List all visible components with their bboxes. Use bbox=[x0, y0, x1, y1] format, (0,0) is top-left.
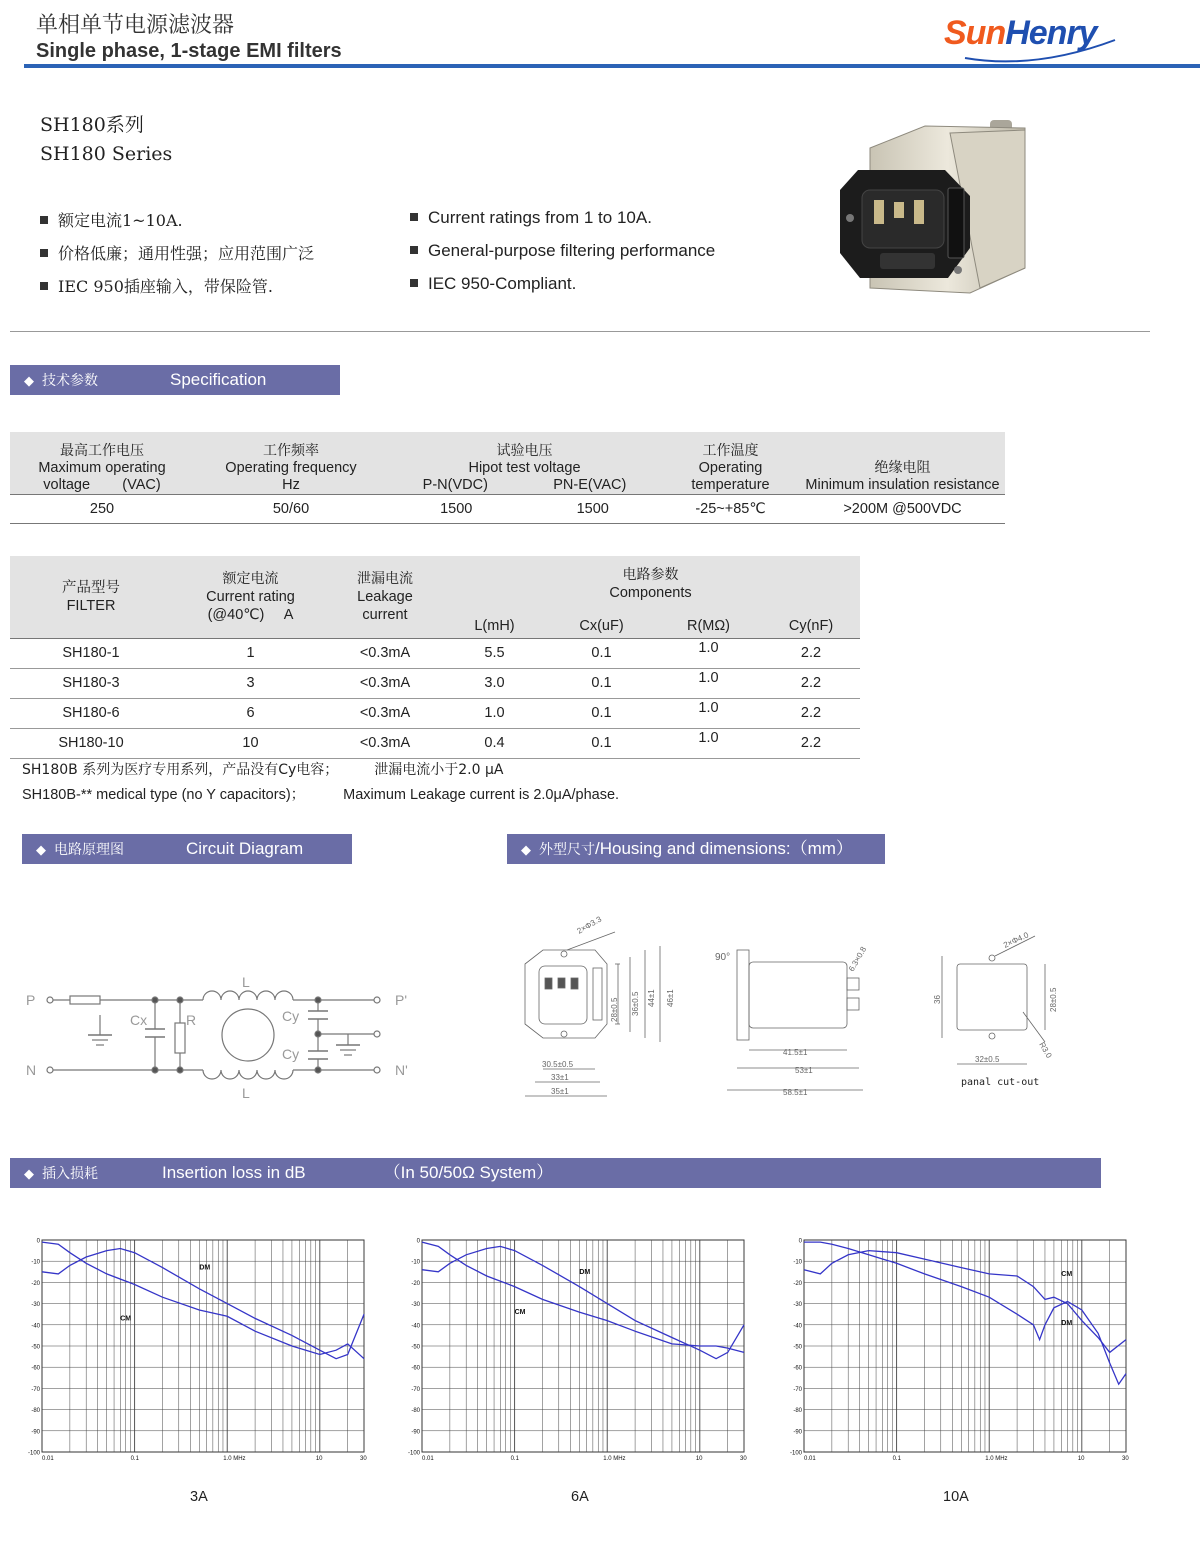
y-tick-label: -20 bbox=[793, 1280, 802, 1287]
bullet-square-icon bbox=[410, 246, 418, 254]
chart-caption-10a: 10A bbox=[943, 1489, 969, 1505]
y-tick-label: -10 bbox=[793, 1259, 802, 1266]
x-tick-label: 1.0 MHz bbox=[223, 1456, 246, 1462]
x-tick-label: 10 bbox=[315, 1456, 323, 1462]
series-label-cm: CM bbox=[120, 1315, 132, 1323]
svg-text:53±1: 53±1 bbox=[795, 1066, 813, 1075]
cy-top-label: Cy bbox=[282, 1008, 300, 1024]
bullet-square-icon bbox=[40, 249, 48, 257]
series-name-en: SH180 Series bbox=[40, 143, 173, 165]
diamond-icon: ◆ bbox=[521, 842, 531, 857]
r-label: R bbox=[186, 1012, 197, 1028]
section-header-specification: ◆ 技术参数 Specification bbox=[10, 365, 340, 395]
series-label-cm: CM bbox=[1061, 1271, 1073, 1279]
svg-text:28±0.5: 28±0.5 bbox=[1049, 987, 1058, 1012]
y-tick-label: -100 bbox=[27, 1450, 40, 1457]
l-bottom-label: L bbox=[242, 1085, 250, 1101]
series-label-dm: DM bbox=[579, 1268, 591, 1276]
insertion-loss-chart-10a bbox=[782, 1228, 1132, 1468]
x-tick-label: 0.1 bbox=[510, 1456, 519, 1462]
y-tick-label: -100 bbox=[407, 1450, 420, 1457]
x-tick-label: 10 bbox=[1077, 1456, 1085, 1462]
prod-header-model: 产品型号 FILTER bbox=[10, 556, 172, 638]
y-tick-label: -90 bbox=[793, 1429, 802, 1436]
svg-text:36: 36 bbox=[933, 995, 942, 1004]
y-tick-label: -70 bbox=[31, 1386, 40, 1393]
panel-cutout-label: panal cut-out bbox=[961, 1077, 1040, 1088]
terminal-n-label: N bbox=[26, 1062, 37, 1078]
spec-header-frequency: 工作频率 Operating frequency Hz bbox=[194, 432, 388, 494]
terminal-p2-label: P' bbox=[395, 992, 408, 1008]
inductor-top-icon bbox=[203, 991, 293, 1000]
prod-header-leakage: 泄漏电流 Leakage current bbox=[329, 556, 441, 638]
chart-caption-3a: 3A bbox=[190, 1489, 208, 1505]
page-title-en: Single phase, 1-stage EMI filters bbox=[36, 40, 342, 62]
side-view-outline bbox=[749, 962, 847, 1028]
y-tick-label: -10 bbox=[411, 1259, 420, 1266]
prod-header-cx: Cx(uF) bbox=[548, 614, 655, 638]
list-item: General-purpose filtering performance bbox=[410, 241, 715, 274]
y-tick-label: -60 bbox=[411, 1365, 420, 1372]
svg-text:46±1: 46±1 bbox=[666, 989, 675, 1007]
y-tick-label: -20 bbox=[31, 1280, 40, 1287]
spec-header-hipot: 试验电压 Hipot test voltage P-N(VDC) PN-E(VAC) bbox=[388, 432, 661, 494]
inductor-bottom-icon bbox=[203, 1070, 293, 1079]
svg-text:30.5±0.5: 30.5±0.5 bbox=[542, 1060, 574, 1069]
table-row: 250 50/60 1500 1500 -25~+85℃ >200M @500VDC bbox=[10, 494, 1005, 523]
series-label-cm: CM bbox=[514, 1309, 526, 1317]
prod-header-r: R(MΩ) bbox=[655, 614, 762, 638]
y-tick-label: -60 bbox=[793, 1365, 802, 1372]
x-tick-label: 1.0 MHz bbox=[985, 1456, 1008, 1462]
y-tick-label: -80 bbox=[793, 1408, 802, 1415]
prod-header-l: L(mH) bbox=[441, 614, 548, 638]
list-item: IEC 950插座输入，带保险管. bbox=[40, 274, 314, 307]
resistor-icon bbox=[175, 1023, 185, 1053]
list-item: 额定电流1~10A. bbox=[40, 208, 314, 241]
list-item: IEC 950-Compliant. bbox=[410, 274, 715, 307]
insertion-loss-chart-3a bbox=[20, 1228, 370, 1468]
spec-header-temperature: 工作温度 Operating temperature bbox=[661, 432, 800, 494]
bullet-square-icon bbox=[410, 279, 418, 287]
y-tick-label: -20 bbox=[411, 1280, 420, 1287]
spec-table bbox=[10, 432, 1005, 524]
spec-header-voltage: 最高工作电压 Maximum operating voltage (VAC) bbox=[10, 432, 194, 494]
svg-text:32±0.5: 32±0.5 bbox=[975, 1055, 1000, 1064]
logo-text-sun: Sun bbox=[944, 14, 1006, 52]
table-row: SH180-6 6 <0.3mA 1.0 0.1 1.0 2.2 bbox=[10, 698, 860, 728]
svg-text:41.5±1: 41.5±1 bbox=[783, 1048, 808, 1057]
svg-text:36±0.5: 36±0.5 bbox=[631, 991, 640, 1016]
series-label-dm: DM bbox=[199, 1264, 211, 1272]
bullet-square-icon bbox=[40, 282, 48, 290]
svg-text:33±1: 33±1 bbox=[551, 1073, 569, 1082]
logo-swoosh-icon bbox=[955, 18, 1125, 68]
x-tick-label: 0.1 bbox=[892, 1456, 901, 1462]
x-tick-label: 0.01 bbox=[804, 1456, 816, 1462]
y-tick-label: -90 bbox=[31, 1429, 40, 1436]
y-tick-label: -90 bbox=[411, 1429, 420, 1436]
y-tick-label: -80 bbox=[31, 1408, 40, 1415]
diamond-icon: ◆ bbox=[36, 842, 46, 857]
section-header-insertion-loss: ◆ 插入损耗 Insertion loss in dB （In 50/50Ω System） bbox=[10, 1158, 1101, 1188]
diamond-icon: ◆ bbox=[24, 373, 34, 388]
spec-header-insulation: 绝缘电阻 Minimum insulation resistance bbox=[800, 432, 1005, 494]
y-tick-label: -30 bbox=[31, 1302, 40, 1309]
y-tick-label: -40 bbox=[793, 1323, 802, 1330]
y-tick-label: -60 bbox=[31, 1365, 40, 1372]
front-view-outline bbox=[525, 950, 607, 1038]
panel-cutout-outline bbox=[957, 964, 1027, 1030]
section-header-housing: ◆ 外型尺寸/Housing and dimensions:（mm） bbox=[507, 834, 885, 864]
svg-text:58.5±1: 58.5±1 bbox=[783, 1088, 808, 1097]
x-tick-label: 10 bbox=[695, 1456, 703, 1462]
y-tick-label: 0 bbox=[416, 1238, 420, 1245]
cy-bottom-label: Cy bbox=[282, 1046, 300, 1062]
features-cn-list bbox=[40, 208, 314, 307]
y-tick-label: -70 bbox=[411, 1386, 420, 1393]
product-table bbox=[10, 556, 860, 759]
x-tick-label: 30 bbox=[1122, 1456, 1129, 1462]
y-tick-label: -50 bbox=[793, 1344, 802, 1351]
section-divider bbox=[10, 331, 1150, 332]
y-tick-label: 0 bbox=[798, 1238, 802, 1245]
y-tick-label: -50 bbox=[411, 1344, 420, 1351]
svg-text:44±1: 44±1 bbox=[647, 989, 656, 1007]
series-name-cn: SH180系列 bbox=[40, 114, 144, 136]
svg-text:R3.0: R3.0 bbox=[1037, 1040, 1054, 1060]
prod-header-components: 电路参数 Components bbox=[441, 556, 860, 614]
x-tick-label: 1.0 MHz bbox=[603, 1456, 626, 1462]
housing-dimensions-drawing bbox=[515, 912, 1075, 1107]
bullet-square-icon bbox=[410, 213, 418, 221]
x-tick-label: 0.01 bbox=[422, 1456, 434, 1462]
y-tick-label: 0 bbox=[36, 1238, 40, 1245]
table-row: SH180-3 3 <0.3mA 3.0 0.1 1.0 2.2 bbox=[10, 668, 860, 698]
y-tick-label: -30 bbox=[411, 1302, 420, 1309]
y-tick-label: -40 bbox=[31, 1323, 40, 1330]
x-tick-label: 30 bbox=[740, 1456, 747, 1462]
fuse-icon bbox=[70, 996, 100, 1004]
terminal-p-label: P bbox=[26, 992, 36, 1008]
product-photo bbox=[830, 118, 1040, 313]
x-tick-label: 0.01 bbox=[42, 1456, 54, 1462]
y-tick-label: -80 bbox=[411, 1408, 420, 1415]
y-tick-label: -50 bbox=[31, 1344, 40, 1351]
choke-core-icon bbox=[222, 1009, 274, 1061]
y-tick-label: -70 bbox=[793, 1386, 802, 1393]
list-item: 价格低廉；通用性强；应用范围广泛 bbox=[40, 241, 314, 274]
svg-text:2×Φ3.3: 2×Φ3.3 bbox=[575, 914, 604, 936]
x-tick-label: 30 bbox=[360, 1456, 367, 1462]
prod-header-cy: Cy(nF) bbox=[762, 614, 860, 638]
medical-notes: SH180B 系列为医疗专用系列，产品没有Cy电容； 泄漏电流小于2.0 μA SH180B-** medical type (no Y capacitors)； Maximum Leakage current is 2.0μA/phase. bbox=[22, 762, 620, 803]
table-row: SH180-1 1 <0.3mA 5.5 0.1 1.0 2.2 bbox=[10, 638, 860, 668]
chart-caption-6a: 6A bbox=[571, 1489, 589, 1505]
features-en-list bbox=[410, 208, 715, 307]
svg-text:90°: 90° bbox=[715, 952, 731, 963]
x-tick-label: 0.1 bbox=[130, 1456, 139, 1462]
terminal-n2-label: N' bbox=[395, 1062, 408, 1078]
svg-text:35±1: 35±1 bbox=[551, 1087, 569, 1096]
table-row: SH180-10 10 <0.3mA 0.4 0.1 1.0 2.2 bbox=[10, 728, 860, 758]
series-label-dm: DM bbox=[1061, 1319, 1073, 1327]
logo-text-henry: Henry bbox=[1005, 14, 1097, 52]
y-tick-label: -100 bbox=[789, 1450, 802, 1457]
svg-text:2×Φ4.0: 2×Φ4.0 bbox=[1002, 930, 1030, 950]
y-tick-label: -30 bbox=[793, 1302, 802, 1309]
section-header-circuit: ◆ 电路原理图 Circuit Diagram bbox=[22, 834, 352, 864]
y-tick-label: -10 bbox=[31, 1259, 40, 1266]
y-tick-label: -40 bbox=[411, 1323, 420, 1330]
page-title-cn: 单相单节电源滤波器 bbox=[36, 13, 235, 38]
bullet-square-icon bbox=[40, 216, 48, 224]
header-divider bbox=[24, 64, 1200, 68]
prod-header-current: 额定电流 Current rating (@40℃) A bbox=[172, 556, 329, 638]
diamond-icon: ◆ bbox=[24, 1166, 34, 1181]
cx-label: Cx bbox=[130, 1012, 148, 1028]
list-item: Current ratings from 1 to 10A. bbox=[410, 208, 715, 241]
circuit-diagram bbox=[20, 965, 420, 1105]
svg-text:28±0.5: 28±0.5 bbox=[610, 997, 619, 1022]
svg-text:6.3×0.8: 6.3×0.8 bbox=[846, 945, 869, 973]
insertion-loss-chart-6a bbox=[400, 1228, 750, 1468]
l-top-label: L bbox=[242, 974, 250, 990]
